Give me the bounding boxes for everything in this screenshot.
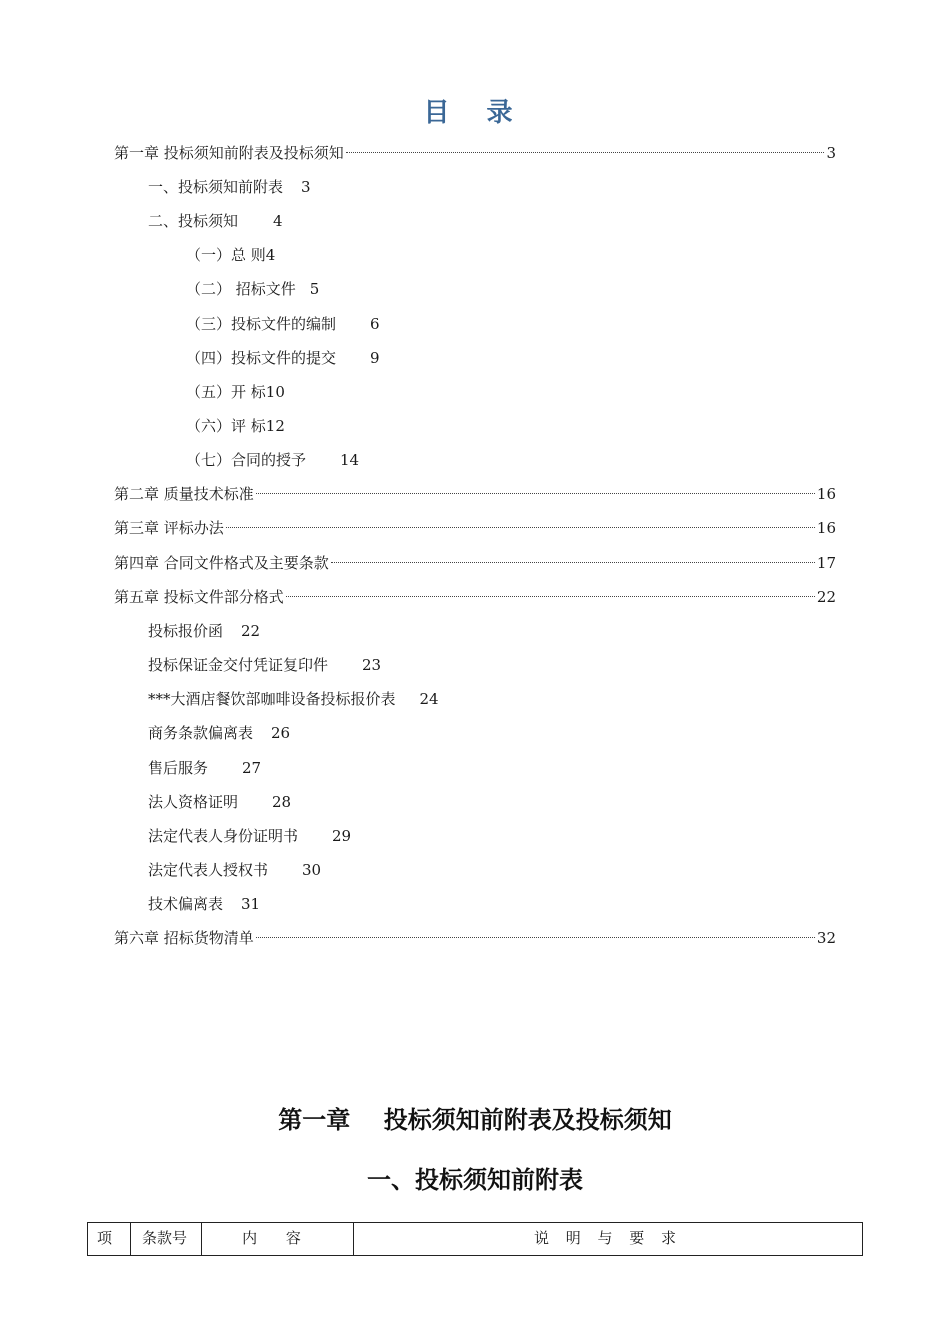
toc-entry-label: 法定代表人身份证明书 xyxy=(148,827,299,845)
chapter-heading: 第一章 投标须知前附表及投标须知 xyxy=(278,1105,672,1134)
toc-entry-label: 第六章 招标货物清单 xyxy=(114,929,254,947)
toc-entry-page: 23 xyxy=(362,656,382,674)
toc-entry-page: 16 xyxy=(816,485,836,503)
toc-entry-page: 32 xyxy=(816,929,836,947)
toc-entry[interactable] xyxy=(186,347,380,369)
toc-entry-label: 一、投标须知前附表 xyxy=(148,178,284,196)
toc-entry-page: 29 xyxy=(332,827,352,845)
toc-entry[interactable] xyxy=(148,210,283,232)
toc-entry-label: （七）合同的授予 xyxy=(186,451,307,469)
toc-entry[interactable] xyxy=(148,893,260,915)
toc-entry[interactable] xyxy=(148,859,321,881)
dot-leader xyxy=(331,562,815,563)
table-header-cell: 内 容 xyxy=(202,1223,354,1255)
toc-entry-page: 28 xyxy=(272,793,292,811)
table-header-cell: 条款号 xyxy=(131,1223,202,1255)
toc-entry-chapter-1[interactable] xyxy=(114,142,836,164)
toc-entry-label: （六）评 标 xyxy=(186,417,266,435)
requirements-table-header xyxy=(87,1222,863,1256)
toc-entry[interactable] xyxy=(148,176,311,198)
toc-entry-chapter-4[interactable] xyxy=(114,552,836,574)
toc-entry[interactable] xyxy=(148,620,260,642)
toc-entry-page: 3 xyxy=(301,178,311,196)
toc-entry-label: 投标报价函 xyxy=(148,622,224,640)
toc-entry-label: （三）投标文件的编制 xyxy=(186,315,337,333)
dot-leader xyxy=(256,937,815,938)
toc-entry-label: 商务条款偏离表 xyxy=(148,724,254,742)
toc-entry-label: 法定代表人授权书 xyxy=(148,861,269,879)
toc-entry-page: 6 xyxy=(370,315,380,333)
dot-leader xyxy=(226,527,815,528)
toc-entry-label: 法人资格证明 xyxy=(148,793,239,811)
toc-entry[interactable] xyxy=(148,654,381,676)
toc-entry-page: 4 xyxy=(265,246,276,264)
toc-entry[interactable] xyxy=(186,313,380,335)
toc-entry-page: 5 xyxy=(309,280,320,298)
toc-entry-label: （二） 招标文件 xyxy=(186,280,296,298)
dot-leader xyxy=(256,493,815,494)
toc-entry-page: 26 xyxy=(271,724,291,742)
toc-entry-label: 第二章 质量技术标准 xyxy=(114,485,254,503)
toc-entry[interactable] xyxy=(186,278,319,300)
toc-entry-label: 技术偏离表 xyxy=(148,895,224,913)
toc-entry-label: 第五章 投标文件部分格式 xyxy=(114,588,284,606)
table-header-cell: 项 xyxy=(88,1223,131,1255)
table-header-cell: 说 明 与 要 求 xyxy=(533,1229,683,1247)
toc-entry-label: （五）开 标 xyxy=(186,383,266,401)
toc-entry-label: 第一章 投标须知前附表及投标须知 xyxy=(114,144,344,162)
toc-entry-label: （四）投标文件的提交 xyxy=(186,349,337,367)
toc-entry-page: 30 xyxy=(302,861,322,879)
toc-entry-page: 12 xyxy=(265,417,285,435)
toc-entry-page: 27 xyxy=(242,759,262,777)
toc-entry-label: （一）总 则 xyxy=(186,246,266,264)
toc-entry-page: 9 xyxy=(370,349,380,367)
toc-entry-page: 10 xyxy=(265,383,285,401)
toc-entry-page: 14 xyxy=(340,451,360,469)
toc-entry[interactable] xyxy=(186,415,285,437)
toc-entry-page: 22 xyxy=(241,622,261,640)
toc-entry-page: 31 xyxy=(241,895,261,913)
toc-entry-page: 4 xyxy=(273,212,283,230)
toc-entry-label: 二、投标须知 xyxy=(148,212,239,230)
toc-entry[interactable] xyxy=(148,722,290,744)
toc-entry-chapter-6[interactable] xyxy=(114,927,836,949)
toc-entry-chapter-3[interactable] xyxy=(114,517,836,539)
toc-entry-label: 售后服务 xyxy=(148,759,209,777)
toc-entry[interactable] xyxy=(148,688,439,710)
toc-entry-label: 第四章 合同文件格式及主要条款 xyxy=(114,554,329,572)
toc-entry[interactable] xyxy=(186,449,359,471)
toc-entry-page: 22 xyxy=(816,588,836,606)
toc-entry[interactable] xyxy=(148,825,351,847)
section-heading: 一、投标须知前附表 xyxy=(367,1165,583,1194)
toc-entry-label: 投标保证金交付凭证复印件 xyxy=(148,656,329,674)
toc-entry[interactable] xyxy=(148,791,291,813)
toc-entry-chapter-5[interactable] xyxy=(114,586,836,608)
toc-entry-page: 17 xyxy=(816,554,836,572)
toc-entry-chapter-2[interactable] xyxy=(114,483,836,505)
dot-leader xyxy=(346,152,825,153)
toc-entry-label: ***大酒店餐饮部咖啡设备投标报价表 xyxy=(148,690,396,708)
toc-entry-page: 24 xyxy=(419,690,439,708)
dot-leader xyxy=(286,596,815,597)
toc-entry[interactable] xyxy=(186,381,285,403)
toc-entry[interactable] xyxy=(148,757,261,779)
toc-entry-label: 第三章 评标办法 xyxy=(114,519,224,537)
toc-entry-page: 16 xyxy=(816,519,836,537)
toc-entry-page: 3 xyxy=(826,144,836,162)
toc-title: 目 录 xyxy=(423,98,527,128)
toc-entry[interactable] xyxy=(186,244,275,266)
